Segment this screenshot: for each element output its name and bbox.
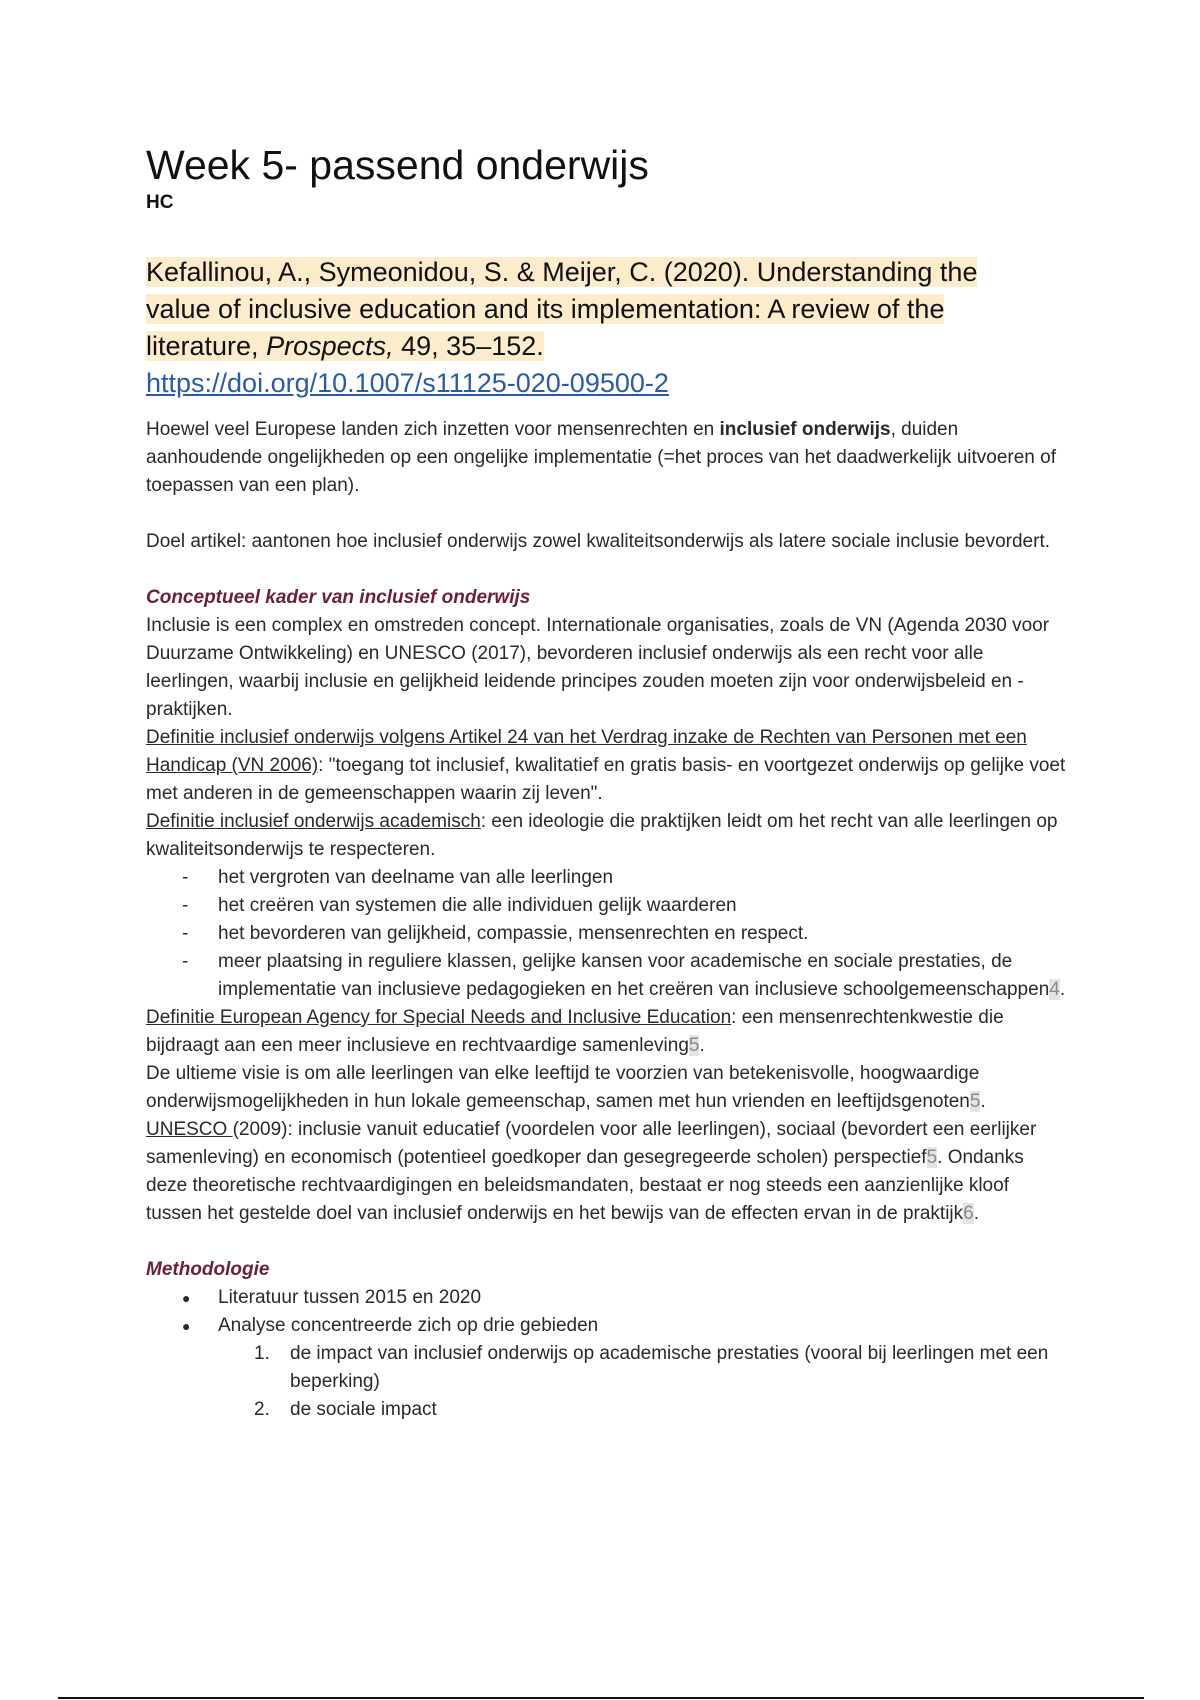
article-goal: Doel artikel: aantonen hoe inclusief onderwijs zowel kwaliteitsonderwijs als latere sociale inclusie bevordert. (146, 531, 1051, 552)
methodology-numbered-list (146, 1340, 1066, 1424)
list-item: 2. de sociale impact (254, 1399, 437, 1420)
footnote-marker[interactable]: 5 (688, 1035, 700, 1056)
document-page (146, 140, 1066, 1424)
footnote-marker[interactable]: 5 (969, 1091, 981, 1112)
doi-link[interactable]: https://doi.org/10.1007/s11125-020-09500-2 (146, 368, 669, 398)
definition-dash-list (146, 864, 1066, 1004)
page-bottom-rule (58, 1697, 1144, 1699)
list-item: - het vergroten van deelname van alle leerlingen (218, 864, 1066, 892)
page-subtitle: HC (146, 192, 174, 213)
list-item: ● Literatuur tussen 2015 en 2020 (218, 1284, 1066, 1312)
definition-academic: Definitie inclusief onderwijs academisch: een ideologie die praktijken leidt om het recht van alle leerlingen op kwaliteitsonderwijs te respecteren. (146, 811, 1058, 860)
list-item: - het bevorderen van gelijkheid, compassie, mensenrechten en respect. (218, 920, 1066, 948)
reference-line-1: Kefallinou, A., Symeonidou, S. & Meijer, C. (2020). Understanding the (146, 257, 978, 287)
journal-name: Prospects, (266, 331, 394, 361)
definition-un: Definitie inclusief onderwijs volgens Artikel 24 van het Verdrag inzake de Rechten van Personen met een Handicap (VN 2006): "toegang tot inclusief, kwalitatief en gratis basis- en voortgezet onderwijs op gelijke voet met anderen in de gemeenschappen waarin zij leven". (146, 727, 1066, 804)
reference-block (146, 254, 1066, 402)
definition-european-agency: Definitie European Agency for Special Needs and Inclusive Education: een mensenrechtenkwestie die bijdraagt aan een meer inclusieve en rechtvaardige samenleving5. (146, 1007, 1004, 1056)
list-item: - meer plaatsing in reguliere klassen, gelijke kansen voor academische en sociale prestaties, de implementatie van inclusieve pedagogieken en het creëren van inclusieve schoolgemeenschappen4. (218, 948, 1066, 1004)
methodology-bullet-list (146, 1284, 1066, 1340)
inclusion-paragraph: Inclusie is een complex en omstreden concept. Internationale organisaties, zoals de VN (Agenda 2030 voor Duurzame Ontwikkeling) en UNESCO (2017), bevorderen inclusief onderwijs als een recht voor alle leerlingen, waarbij inclusie en gelijkheid leidende principes zouden moeten zijn voor onderwijsbeleid en -praktijken. (146, 615, 1050, 720)
page-title: Week 5- passend onderwijs (146, 142, 649, 188)
footnote-marker[interactable]: 5 (926, 1147, 938, 1168)
section-heading-methodology: Methodologie (146, 1259, 270, 1280)
footnote-marker[interactable]: 4 (1049, 979, 1060, 1000)
footnote-marker[interactable]: 6 (963, 1203, 974, 1224)
intro-paragraph: Hoewel veel Europese landen zich inzetten voor mensenrechten en inclusief onderwijs, duiden aanhoudende ongelijkheden op een ongelijke implementatie (=het proces van het daadwerkelijk uitvoeren of toepassen van een plan). (146, 419, 1056, 496)
unesco-paragraph: UNESCO (2009): inclusie vanuit educatief (voordelen voor alle leerlingen), sociaal (bevordert een eerlijker samenleving) en economisch (potentieel goedkoper dan gesegregeerde scholen) perspectief5. Ondanks deze theoretische rechtvaardigingen en beleidsmandaten, bestaat er nog steeds een aanzienlijke kloof tussen het gestelde doel van inclusief onderwijs en het bewijs van de effecten ervan in de praktijk6. (146, 1119, 1037, 1224)
section-heading-conceptual: Conceptueel kader van inclusief onderwijs (146, 587, 531, 608)
list-item: ● Analyse concentreerde zich op drie gebieden (218, 1312, 1066, 1340)
list-item: 1. de impact van inclusief onderwijs op academische prestaties (vooral bij leerlingen met een beperking) (254, 1343, 1049, 1392)
vision-paragraph: De ultieme visie is om alle leerlingen van elke leeftijd te voorzien van betekenisvolle, hoogwaardige onderwijsmogelijkheden in hun lokale gemeenschap, samen met hun vrienden en leeftijdsgenoten5. (146, 1063, 986, 1112)
document-body (146, 416, 1066, 1424)
reference-line-2: value of inclusive education and its implementation: A review of the (146, 294, 945, 324)
list-item: - het creëren van systemen die alle individuen gelijk waarderen (218, 892, 1066, 920)
reference-line-3: literature, Prospects, 49, 35–152. (146, 331, 544, 361)
